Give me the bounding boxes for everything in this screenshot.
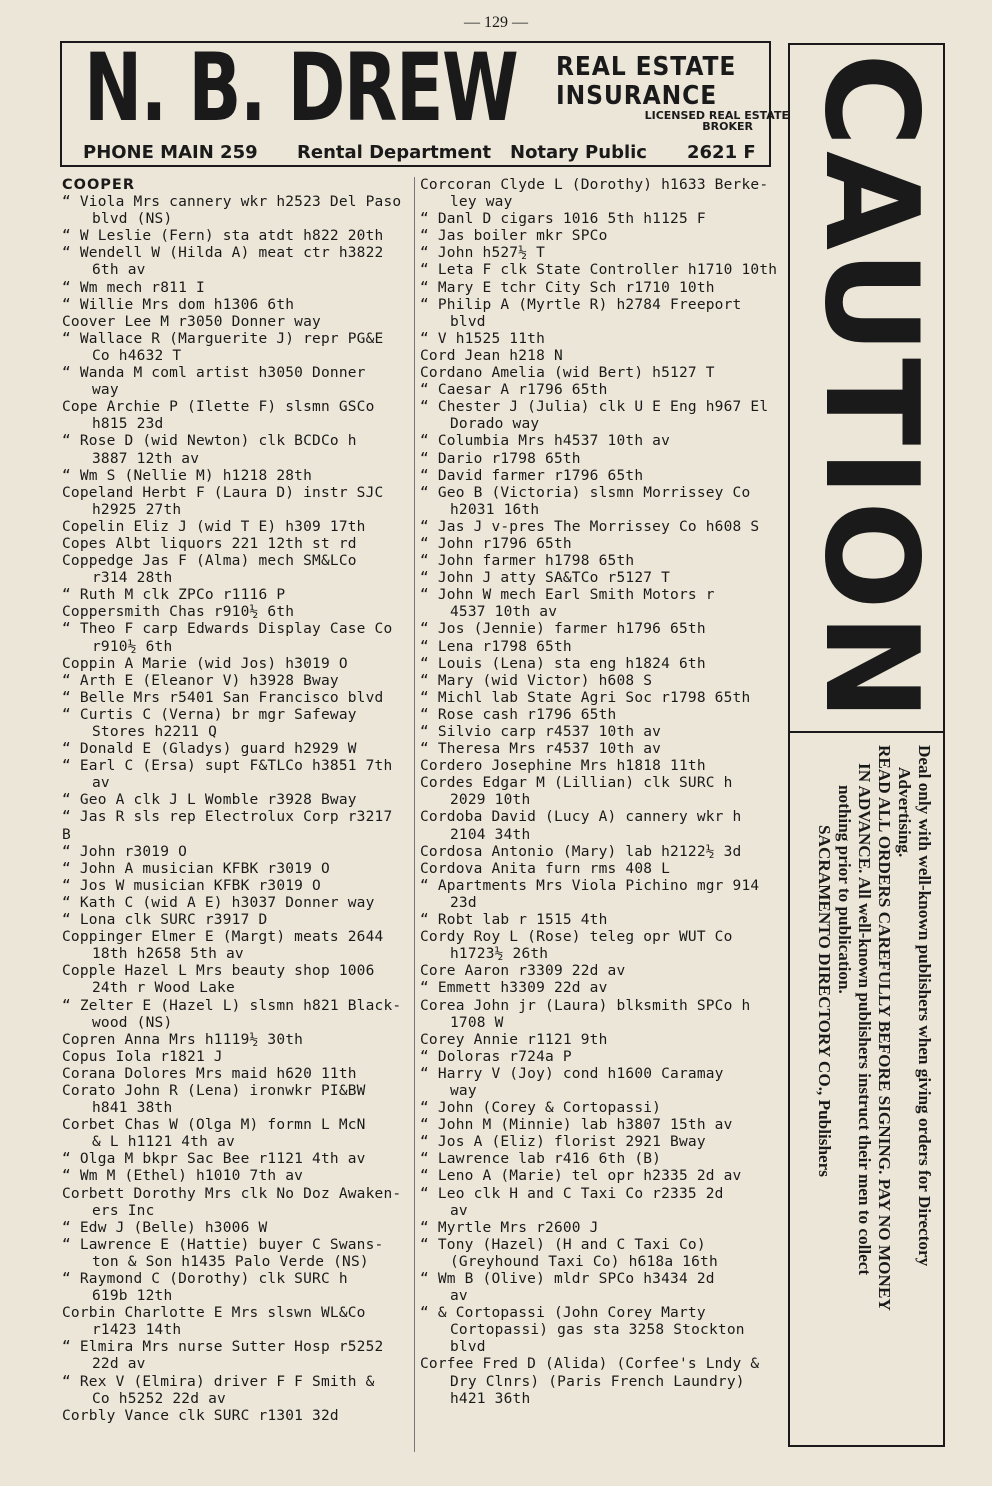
directory-entry [420, 1186, 778, 1220]
directory-entry [420, 912, 778, 929]
entry-text: “ Elmira Mrs nurse Sutter Hosp r5252 [62, 1339, 384, 1356]
directory-entry [62, 1408, 408, 1425]
directory-entry [420, 399, 778, 433]
entry-text: Corey Annie r1121 9th [420, 1031, 608, 1048]
entry-text: “ Leo clk H and C Taxi Co r2335 2d [420, 1185, 724, 1202]
directory-entry [62, 1339, 408, 1373]
entry-text: “ John r1796 65th [420, 535, 572, 552]
entry-text: Copren Anna Mrs h1119½ 30th [62, 1031, 304, 1048]
directory-entry [62, 912, 408, 929]
caution-line-3: READ ALL ORDERS CAREFULLY BEFORE SIGNING. PAY NO MONEY [875, 745, 894, 1311]
entry-text: “ Wanda M coml artist h3050 Donner [62, 365, 366, 382]
entry-continuation: Co h4632 T [92, 347, 182, 364]
entry-continuation: way [92, 382, 119, 399]
entry-text: “ Lena r1798 65th [420, 638, 572, 655]
ad-rental-department: Rental Department [297, 142, 492, 163]
entry-text: “ Ruth M clk ZPCo r1116 P [62, 587, 286, 604]
entry-text: “ John M (Minnie) lab h3807 15th av [420, 1117, 733, 1134]
entry-text: “ Silvio carp r4537 10th av [420, 724, 662, 740]
entry-text: “ Edw J (Belle) h3006 W [62, 1219, 268, 1236]
entry-text: “ John r3019 O [62, 843, 188, 860]
entry-text: Core Aaron r3309 22d av [420, 963, 626, 980]
caution-heading: CAUTION [796, 53, 945, 725]
directory-entry [62, 1066, 408, 1083]
entry-text: Coppinger Elmer E (Margt) meats 2644 [62, 929, 384, 946]
entry-continuation: (Greyhound Taxi Co) h618a 16th [450, 1253, 718, 1270]
directory-entry [420, 707, 778, 724]
entry-text: “ Rose D (wid Newton) clk BCDCo h [62, 433, 357, 450]
entry-continuation: r1423 14th [92, 1322, 182, 1339]
entry-text: Corato John R (Lena) ironwkr PI&BW [62, 1082, 366, 1099]
entry-continuation: Dry Clnrs) (Paris French Laundry) [450, 1373, 745, 1390]
ad-service-insurance: INSURANCE [556, 81, 718, 111]
directory-entry [62, 280, 408, 297]
ad-address: 2621 F [687, 142, 756, 163]
entry-text: “ Curtis C (Verna) br mgr Safeway [62, 706, 357, 723]
entry-text: “ Mary (wid Victor) h608 S [420, 672, 653, 689]
directory-entry [420, 451, 778, 468]
entry-continuation: 2029 10th [450, 792, 531, 809]
entry-text: “ Jos W musician KFBK r3019 O [62, 877, 321, 894]
caution-divider [790, 731, 943, 733]
entry-text: “ Apartments Mrs Viola Pichino mgr 914 [420, 877, 760, 894]
entry-continuation: h841 38th [92, 1100, 173, 1117]
entry-text: Copus Iola r1821 J [62, 1048, 223, 1065]
directory-entry [420, 656, 778, 673]
directory-entry [420, 228, 778, 245]
directory-entry [420, 758, 778, 775]
entry-text: Coppin A Marie (wid Jos) h3019 O [62, 655, 348, 672]
directory-entry [62, 758, 408, 792]
caution-line-5: nothing prior to publication. [835, 785, 854, 994]
directory-entry [420, 245, 778, 262]
entry-text: “ V h1525 11th [420, 330, 546, 347]
directory-entry [62, 553, 408, 587]
entry-text: “ Earl C (Ersa) supt F&TLCo h3851 7th [62, 758, 393, 775]
entry-text: Copeland Herbt F (Laura D) instr SJC [62, 484, 384, 501]
caution-line-1: Deal only with well-known publishers when giving orders for Directory [915, 745, 934, 1267]
entry-text: “ Wm mech r811 I [62, 279, 205, 296]
directory-entry [420, 1134, 778, 1151]
entry-text: Coover Lee M r3050 Donner way [62, 313, 321, 330]
directory-entry [420, 553, 778, 570]
entry-text: “ David farmer r1796 65th [420, 467, 644, 484]
entry-text: “ Leno A (Marie) tel opr h2335 2d av [420, 1168, 742, 1185]
entry-text: “ Rex V (Elmira) driver F F Smith & [62, 1373, 375, 1390]
entry-continuation: way [450, 1082, 477, 1099]
directory-entry [62, 621, 408, 655]
entry-text: “ Wm M (Ethel) h1010 7th av [62, 1168, 304, 1185]
entry-text: “ Lona clk SURC r3917 D [62, 912, 268, 929]
directory-entry [420, 348, 778, 365]
directory-entry [420, 998, 778, 1032]
directory-entry [420, 775, 778, 809]
directory-entry [420, 690, 778, 707]
directory-entry [62, 297, 408, 314]
entry-text: “ John A musician KFBK r3019 O [62, 860, 330, 877]
directory-entry [420, 1032, 778, 1049]
entry-text: Corbly Vance clk SURC r1301 32d [62, 1407, 339, 1424]
entry-text: “ Danl D cigars 1016 5th h1125 F [420, 211, 706, 228]
caution-message [800, 745, 934, 1445]
entry-text: Cord Jean h218 N [420, 347, 563, 364]
directory-entry [62, 228, 408, 245]
directory-entry [62, 673, 408, 690]
directory-entry [420, 382, 778, 399]
directory-entry [420, 519, 778, 536]
directory-entry [62, 1151, 408, 1168]
entry-text: “ Jas R sls rep Electrolux Corp r3217 B [62, 809, 393, 843]
directory-entry [420, 468, 778, 485]
entry-text: “ Olga M bkpr Sac Bee r1121 4th av [62, 1151, 366, 1168]
directory-entry [420, 1237, 778, 1271]
directory-entry [420, 844, 778, 861]
entry-text: Cordoba David (Lucy A) cannery wkr h [420, 809, 742, 826]
entry-text: “ Lawrence lab r416 6th (B) [420, 1151, 662, 1168]
directory-entry [62, 929, 408, 963]
entry-text: “ Emmett h3309 22d av [420, 980, 608, 997]
entry-text: “ Tony (Hazel) (H and C Taxi Co) [420, 1236, 706, 1253]
entry-text: “ Geo B (Victoria) slsmn Morrissey Co [420, 484, 751, 501]
entry-text: “ Donald E (Gladys) guard h2929 W [62, 741, 357, 758]
entry-continuation: & L h1121 4th av [92, 1134, 235, 1151]
entry-text: “ Jos (Jennie) farmer h1796 65th [420, 621, 706, 638]
directory-entry [62, 741, 408, 758]
caution-line-2: Advertising. [895, 767, 914, 858]
directory-entry [62, 792, 408, 809]
directory-entry [62, 895, 408, 912]
entry-text: Cordova Anita furn rms 408 L [420, 860, 671, 877]
entry-text: “ W Leslie (Fern) sta atdt h822 20th [62, 228, 384, 245]
directory-entry [420, 1066, 778, 1100]
directory-entry [420, 587, 778, 621]
entry-text: Cordano Amelia (wid Bert) h5127 T [420, 365, 715, 382]
entry-continuation: ers Inc [92, 1202, 155, 1219]
directory-entry [420, 433, 778, 450]
entry-text: “ John W mech Earl Smith Motors r [420, 587, 715, 604]
ad-service-real-estate: REAL ESTATE [556, 52, 737, 82]
entry-continuation: Stores h2211 Q [92, 724, 218, 740]
entry-continuation: h2925 27th [92, 501, 182, 518]
caution-publisher: SACRAMENTO DIRECTORY CO., Publishers [815, 825, 834, 1177]
directory-entry [420, 1100, 778, 1117]
entry-text: Copelin Eliz J (wid T E) h309 17th [62, 518, 366, 535]
caution-line-4: IN ADVANCE. All well-known publishers instruct their men to collect [855, 763, 874, 1276]
directory-entry [62, 399, 408, 433]
entry-text: Corana Dolores Mrs maid h620 11th [62, 1065, 357, 1082]
directory-entry [420, 1117, 778, 1134]
entry-text: Coppersmith Chas r910½ 6th [62, 604, 295, 621]
directory-entry [62, 245, 408, 279]
directory-entry [420, 621, 778, 638]
directory-entry [62, 536, 408, 553]
entry-continuation: 1708 W [450, 1014, 504, 1031]
entry-text: Cordy Roy L (Rose) teleg opr WUT Co [420, 929, 733, 946]
entry-text: Corcoran Clyde L (Dorothy) h1633 Berke- [420, 177, 769, 193]
directory-entry [62, 1049, 408, 1066]
entry-text: Corbet Chas W (Olga M) formn L McN [62, 1117, 366, 1134]
directory-entry [420, 1356, 778, 1407]
directory-entry [62, 1271, 408, 1305]
directory-entry [420, 929, 778, 963]
directory-column-middle [420, 177, 778, 1408]
entry-text: “ Jas boiler mkr SPCo [420, 228, 608, 245]
entry-text: “ Myrtle Mrs r2600 J [420, 1219, 599, 1236]
directory-entry [62, 690, 408, 707]
entry-continuation: h815 23d [92, 416, 164, 433]
directory-entry [420, 878, 778, 912]
directory-entry [62, 1117, 408, 1151]
directory-entry [420, 741, 778, 758]
entry-text: Cordosa Antonio (Mary) lab h2122½ 3d [420, 843, 742, 860]
entry-text: “ Theo F carp Edwards Display Case Co [62, 621, 393, 638]
entry-continuation: 3887 12th av [92, 450, 200, 467]
directory-entry [62, 998, 408, 1032]
entry-text: Corbin Charlotte E Mrs slswn WL&Co [62, 1305, 366, 1322]
entry-continuation: ley way [450, 194, 513, 211]
directory-entry [62, 365, 408, 399]
entry-continuation: ton & Son h1435 Palo Verde (NS) [92, 1253, 369, 1270]
entry-text: “ Willie Mrs dom h1306 6th [62, 296, 295, 313]
entry-text: “ Robt lab r 1515 4th [420, 912, 608, 929]
directory-entry [62, 1083, 408, 1117]
directory-entry [420, 485, 778, 519]
entry-text: “ Kath C (wid A E) h3037 Donner way [62, 894, 375, 911]
entry-continuation: 4537 10th av [450, 604, 558, 621]
entry-continuation: Dorado way [450, 416, 540, 433]
directory-entry [420, 1151, 778, 1168]
directory-entry [420, 1305, 778, 1356]
caution-notice [788, 43, 945, 1447]
directory-entry [420, 639, 778, 656]
directory-entry [420, 1168, 778, 1185]
directory-entry [62, 809, 408, 843]
directory-column-left [62, 177, 408, 1425]
advertiser-name: N. B. DREW [84, 34, 518, 143]
entry-text: “ Chester J (Julia) clk U E Eng h967 El [420, 399, 769, 416]
ad-phone: PHONE MAIN 259 [83, 142, 258, 163]
entry-text: “ Harry V (Joy) cond h1600 Caramay [420, 1065, 724, 1082]
entry-text: “ Michl lab State Agri Soc r1798 65th [420, 689, 751, 706]
entry-text: “ Raymond C (Dorothy) clk SURC h [62, 1271, 348, 1287]
entry-text: “ Doloras r724a P [420, 1048, 572, 1065]
entry-text: “ Dario r1798 65th [420, 450, 581, 467]
entry-continuation: av [450, 1288, 468, 1305]
directory-entry [62, 707, 408, 741]
directory-entry [62, 878, 408, 895]
directory-entry [62, 519, 408, 536]
entry-continuation: 23d [450, 894, 477, 911]
directory-entry [420, 1049, 778, 1066]
entry-text: “ Rose cash r1796 65th [420, 706, 617, 723]
directory-entry [420, 177, 778, 211]
ad-broker-line: BROKER [702, 120, 753, 133]
directory-entry [420, 331, 778, 348]
directory-entry [62, 485, 408, 519]
entry-text: “ Theresa Mrs r4537 10th av [420, 741, 662, 758]
entry-continuation: 18th h2658 5th av [92, 946, 244, 963]
entry-continuation: 22d av [92, 1356, 146, 1373]
directory-entry [62, 1237, 408, 1271]
entry-continuation: blvd [450, 1339, 486, 1356]
column-divider [414, 177, 415, 1452]
directory-entry [420, 280, 778, 297]
directory-entry [62, 861, 408, 878]
entry-text: “ & Cortopassi (John Corey Marty [420, 1305, 706, 1322]
directory-entry [420, 1271, 778, 1305]
ad-licensed-line: LICENSED REAL ESTATE [644, 109, 789, 122]
directory-entry [420, 809, 778, 843]
entry-continuation: r910½ 6th [92, 638, 173, 655]
entry-text: Corfee Fred D (Alida) (Corfee's Lndy & [420, 1356, 760, 1373]
directory-entry [62, 1374, 408, 1408]
entry-text: Cordes Edgar M (Lillian) clk SURC h [420, 775, 733, 792]
directory-entry [62, 1032, 408, 1049]
entry-text: “ John (Corey & Cortopassi) [420, 1100, 662, 1117]
entry-text: “ Belle Mrs r5401 San Francisco blvd [62, 689, 384, 706]
entry-text: “ Wendell W (Hilda A) meat ctr h3822 [62, 245, 384, 262]
directory-entry [62, 587, 408, 604]
entry-text: “ Jos A (Eliz) florist 2921 Bway [420, 1134, 706, 1151]
advertisement-banner [60, 34, 789, 167]
directory-entry [420, 673, 778, 690]
entry-continuation: Co h5252 22d av [92, 1390, 226, 1407]
entry-continuation: av [450, 1202, 468, 1219]
entry-continuation: 2104 34th [450, 826, 531, 843]
entry-continuation: 619b 12th [92, 1288, 173, 1305]
entry-text: “ Louis (Lena) sta eng h1824 6th [420, 655, 706, 672]
directory-entry [420, 980, 778, 997]
directory-entry [62, 468, 408, 485]
entry-text: Cope Archie P (Ilette F) slsmn GSCo [62, 399, 375, 416]
entry-text: “ Leta F clk State Controller h1710 10th [420, 262, 778, 279]
entry-continuation: h1723½ 26th [450, 946, 549, 963]
directory-entry [62, 331, 408, 365]
entry-text: “ Viola Mrs cannery wkr h2523 Del Paso [62, 194, 402, 211]
directory-entry [62, 1168, 408, 1185]
directory-entry [62, 1220, 408, 1237]
entry-text: “ Lawrence E (Hattie) buyer C Swans- [62, 1236, 384, 1253]
entry-continuation: wood (NS) [92, 1014, 173, 1031]
directory-entry [420, 297, 778, 331]
directory-entry [62, 963, 408, 997]
ad-notary-public: Notary Public [510, 142, 647, 163]
entry-text: Coppedge Jas F (Alma) mech SM&LCo [62, 553, 357, 570]
directory-entry [62, 314, 408, 331]
page-number: — 129 — [464, 14, 528, 31]
directory-entry [62, 177, 408, 194]
directory-entry [420, 536, 778, 553]
entry-continuation: 24th r Wood Lake [92, 980, 235, 997]
entry-continuation: 6th av [92, 262, 146, 279]
entry-continuation: Cortopassi) gas sta 3258 Stockton [450, 1322, 745, 1339]
directory-entry [420, 1220, 778, 1237]
directory-entry [62, 194, 408, 228]
entry-text: “ Wm S (Nellie M) h1218 28th [62, 467, 313, 484]
directory-entry [62, 844, 408, 861]
directory-entry [420, 211, 778, 228]
entry-text: “ John farmer h1798 65th [420, 553, 635, 570]
directory-entry [62, 433, 408, 467]
entry-continuation: blvd (NS) [92, 211, 173, 228]
entry-continuation: h421 36th [450, 1390, 531, 1407]
entry-continuation: blvd [450, 313, 486, 330]
directory-entry [420, 365, 778, 382]
directory-entry [420, 570, 778, 587]
entry-continuation: r314 28th [92, 570, 173, 587]
directory-entry [62, 656, 408, 673]
directory-entry [420, 724, 778, 741]
directory-entry [62, 1305, 408, 1339]
entry-text: Copple Hazel L Mrs beauty shop 1006 [62, 963, 375, 980]
entry-text: “ Arth E (Eleanor V) h3928 Bway [62, 672, 339, 689]
entry-text: “ Jas J v-pres The Morrissey Co h608 S [420, 518, 760, 535]
entry-text: “ Geo A clk J L Womble r3928 Bway [62, 792, 357, 809]
surname-heading: COOPER [62, 177, 135, 193]
entry-text: “ Philip A (Myrtle R) h2784 Freeport [420, 296, 742, 313]
entry-text: Corbett Dorothy Mrs clk No Doz Awaken- [62, 1185, 402, 1202]
entry-text: Cordero Josephine Mrs h1818 11th [420, 758, 706, 775]
entry-text: “ Mary E tchr City Sch r1710 10th [420, 279, 715, 296]
directory-entry [420, 262, 778, 279]
entry-continuation: h2031 16th [450, 501, 540, 518]
entry-text: “ Zelter E (Hazel L) slsmn h821 Black- [62, 997, 402, 1014]
directory-entry [62, 1186, 408, 1220]
entry-text: “ John J atty SA&TCo r5127 T [420, 570, 671, 587]
entry-text: “ Columbia Mrs h4537 10th av [420, 433, 671, 450]
directory-entry [420, 861, 778, 878]
entry-text: “ John h527½ T [420, 245, 546, 262]
entry-text: “ Caesar A r1796 65th [420, 382, 608, 399]
entry-text: “ Wm B (Olive) mldr SPCo h3434 2d [420, 1271, 715, 1287]
directory-entry [62, 604, 408, 621]
entry-text: Corea John jr (Laura) blksmith SPCo h [420, 997, 751, 1014]
entry-continuation: av [92, 775, 110, 792]
directory-entry [420, 963, 778, 980]
entry-text: “ Wallace R (Marguerite J) repr PG&E [62, 330, 384, 347]
entry-text: Copes Albt liquors 221 12th st rd [62, 535, 357, 552]
